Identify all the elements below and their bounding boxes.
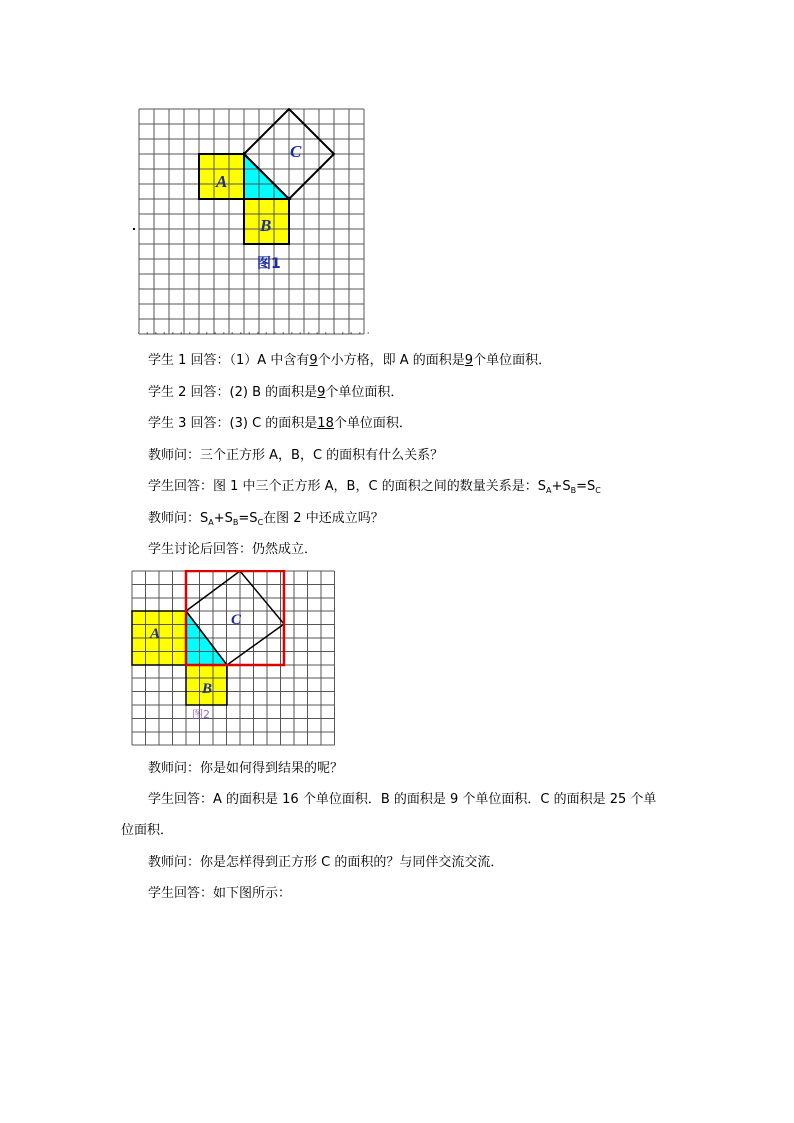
label-c: C	[290, 142, 302, 161]
answer-6-line-1: 学生回答：A 的面积是 16 个单位面积．B 的面积是 9 个单位面积．C 的面积是 25 个单	[148, 792, 657, 807]
answer-2: 学生 2 回答：(2) B 的面积是9个单位面积．	[148, 385, 404, 400]
label-c: C	[231, 612, 242, 628]
label-a: A	[216, 172, 228, 191]
figure-2-caption: 图2	[192, 708, 210, 721]
question-1: 教师问：三个正方形 A，B，C 的面积有什么关系？	[148, 448, 444, 463]
answer-4: 学生回答：图 1 中三个正方形 A，B，C 的面积之间的数量关系是：$S_A+S_B=S_C$	[148, 479, 601, 495]
label-b: B	[260, 216, 272, 235]
figure-1	[138, 108, 374, 336]
figure-1-caption: 图1	[257, 256, 281, 272]
question-2: 教师问：$S_A+S_B=S_C$在图 2 中还成立吗？	[148, 511, 384, 527]
label-a: A	[150, 626, 161, 642]
figure-2	[131, 570, 343, 748]
question-3: 教师问：你是如何得到结果的呢？	[148, 761, 344, 776]
answer-1: 学生 1 回答：（1）A 中含有9个小方格，即 A 的面积是9个单位面积．	[148, 353, 552, 368]
answer-3: 学生 3 回答：(3) C 的面积是18个单位面积．	[148, 416, 412, 431]
stray-mark	[133, 228, 135, 230]
answer-6-line-2: 位面积．	[121, 823, 174, 838]
label-b: B	[202, 681, 213, 697]
answer-7: 学生回答：如下图所示：	[148, 886, 292, 901]
answer-5: 学生讨论后回答：仍然成立．	[148, 542, 318, 557]
question-4: 教师问：你是怎样得到正方形 C 的面积的？与同伴交流交流．	[148, 855, 504, 870]
